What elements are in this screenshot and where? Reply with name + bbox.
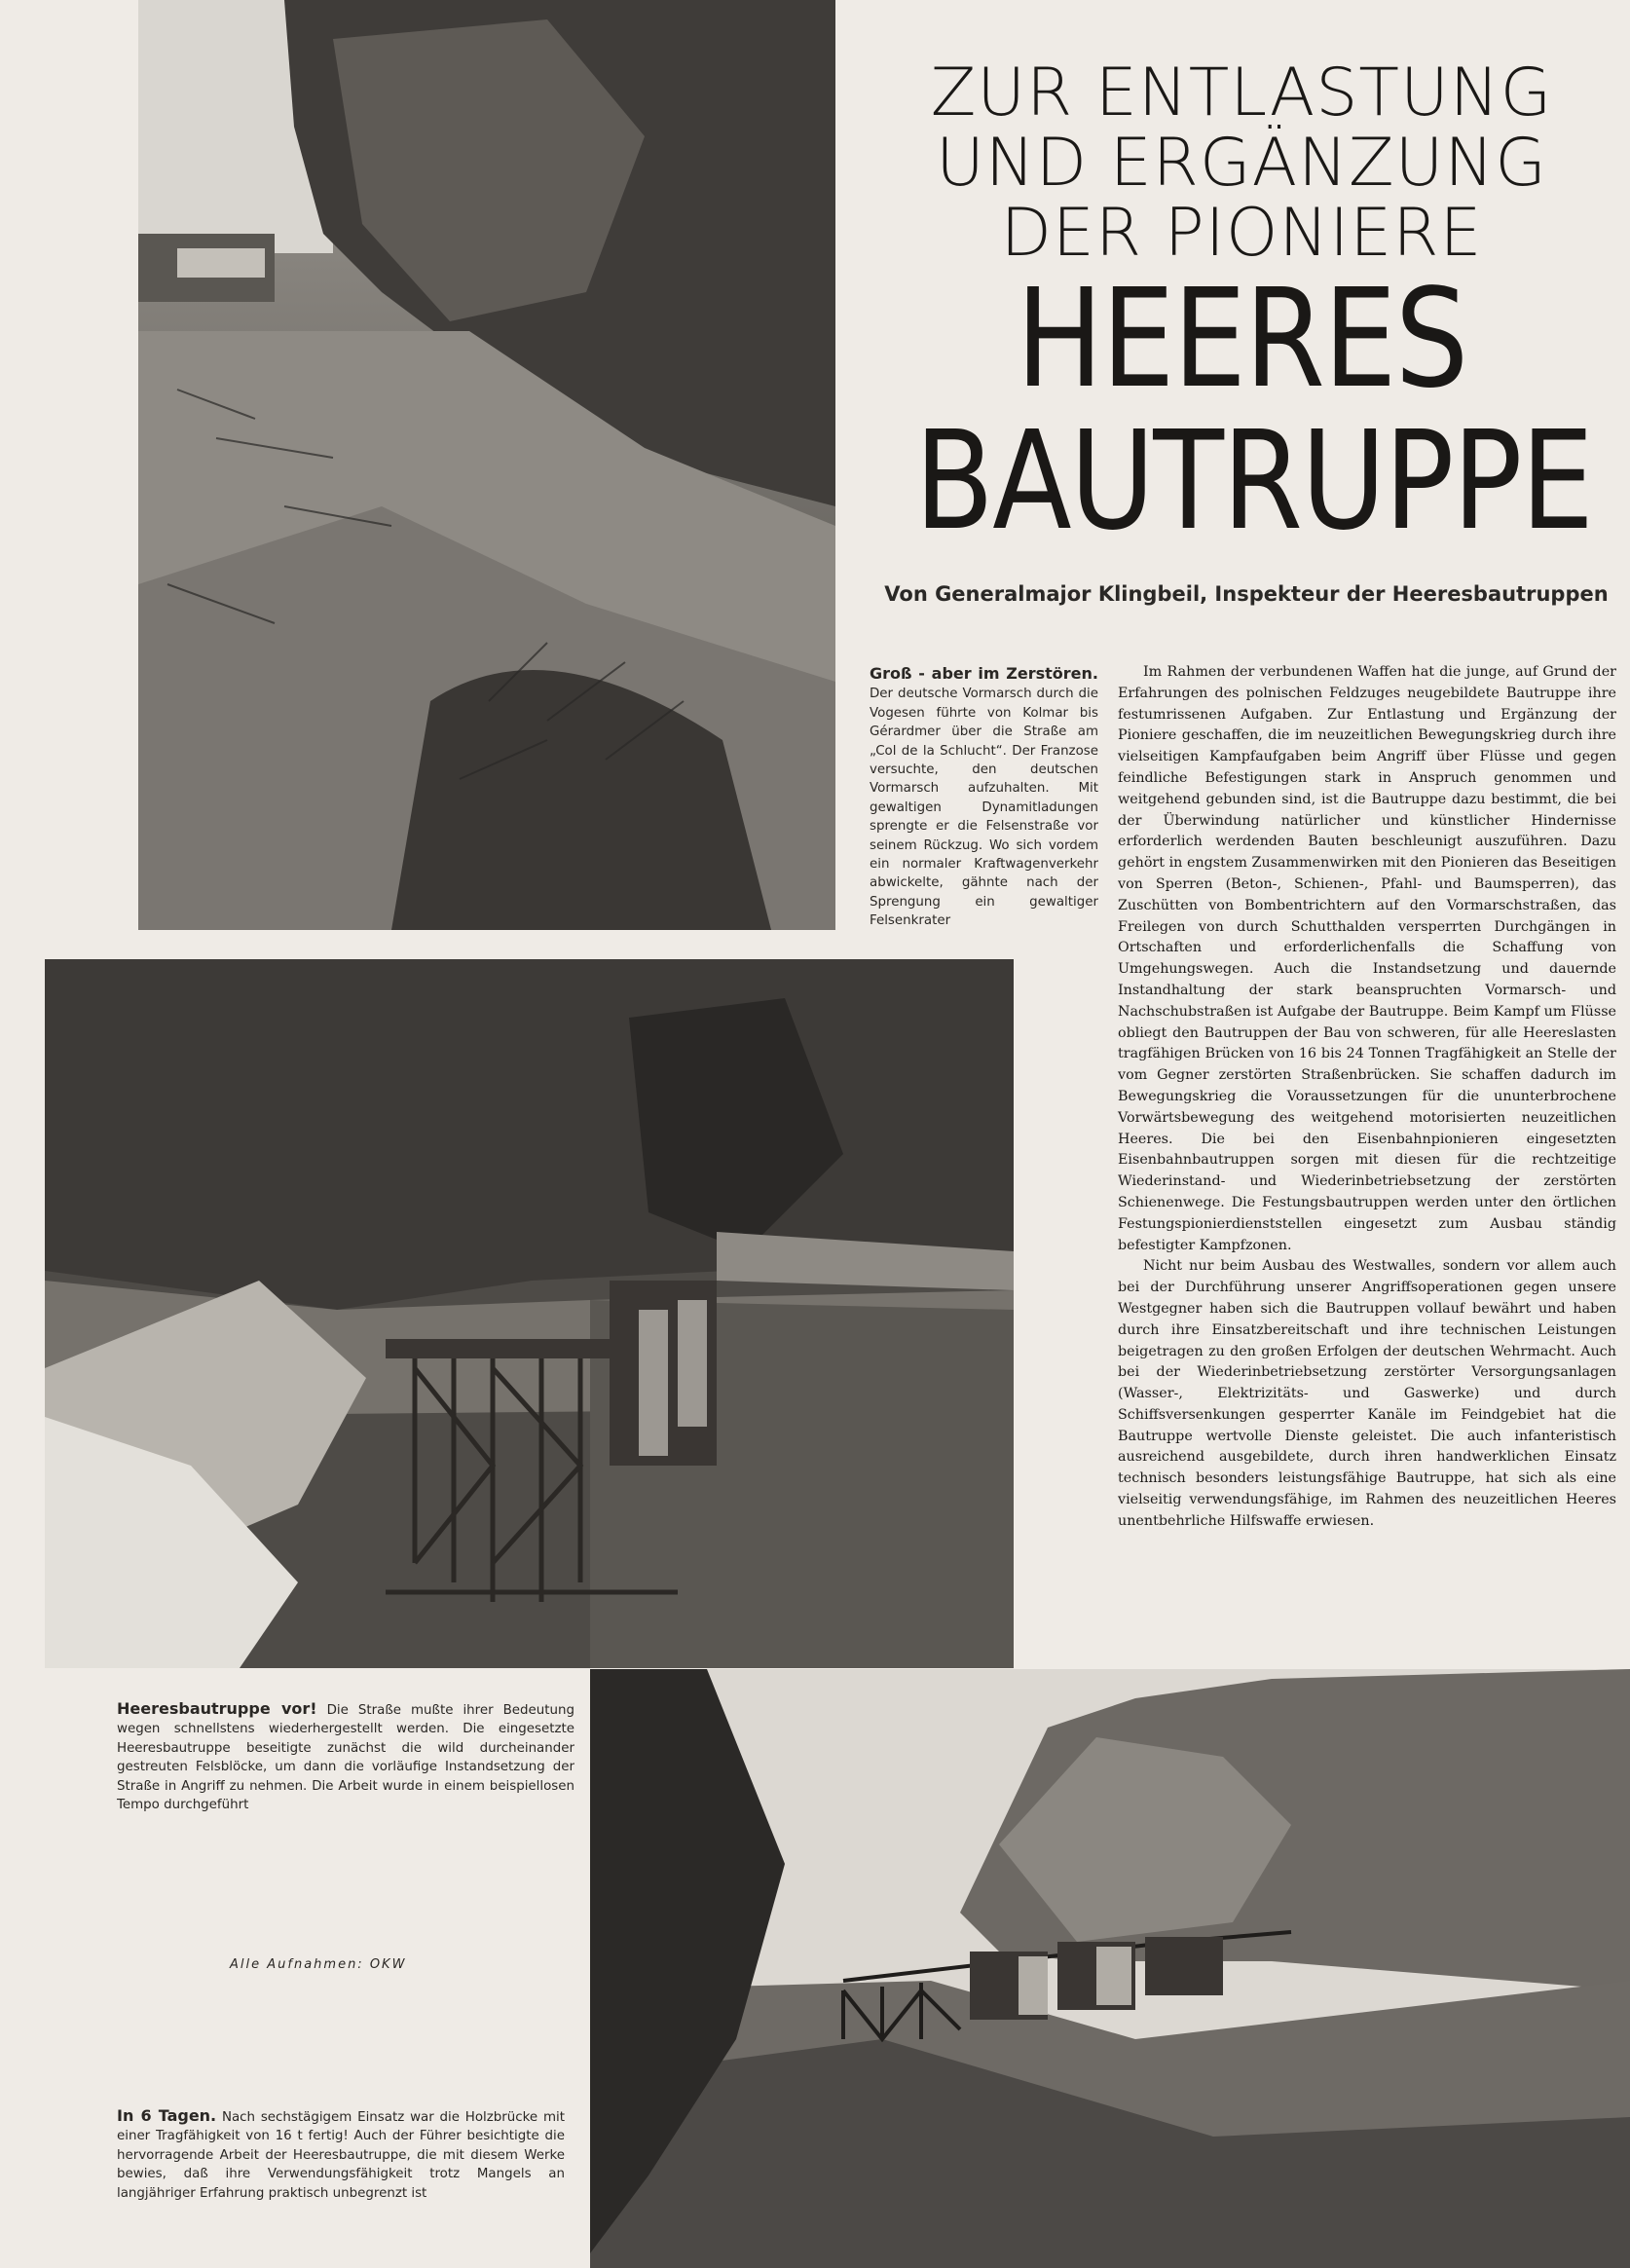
photo-rock-crater	[138, 0, 835, 930]
photo-completed-bridge-image	[590, 1669, 1630, 2268]
caption-top	[870, 664, 1098, 931]
headline-line-4: HEERES	[1016, 260, 1467, 419]
photo-bridge-construction	[45, 959, 1014, 1668]
headline-line-3: DER PIONIERE	[1000, 195, 1483, 272]
article-paragraph: Nicht nur beim Ausbau des Westwalles, sondern vor allem auch bei der Durchführung unserer Angriffsoperationen gegen unsere Westgegner haben sich die Bautruppen vollauf bewährt und haben durch ihre Einsatzbereitschaft und ihre technischen Leistungen beigetragen zu den großen Erfolgen der deutschen Wehrmacht. Auch bei der Wiederinbetriebsetzung zerstörter Versorgungsanlagen (Wasser-, Elektrizitäts- und Gaswerke) und durch Schiffsversenkungen gesperrter Kanäle im Feindgebiet hat die Bautruppe wertvolle Dienste geleistet. Die auch infanteristisch ausreichend ausgebildete, durch ihren handwerklichen Einsatz technisch besonders leistungsfähige Bautruppe, hat sich als eine vielseitig verwendungsfähige, im Rahmen des neuzeitlichen Heeres unentbehrliche Hilfswaffe erwiesen.	[1118, 1258, 1616, 1529]
caption-top-text: Der deutsche Vormarsch durch die Vogesen führte von Kolmar bis Gérardmer über die Straße am „Col de la Schlucht“. Der Franzose versuchte, den deutschen Vormarsch aufzuhalten. Mit gewaltigen Dynamitladungen sprengte er die Felsenstraße vor seinem Rückzug. Wo sich vordem ein normaler Kraftwagenverkehr abwickelte, gähnte nach der Sprengung ein gewaltiger Felsenkrater	[870, 687, 1098, 929]
caption-bottom-text: Nach sechstägigem Einsatz war die Holzbrücke mit einer Tragfähigkeit von 16 t fertig! Auch der Führer besichtigte die hervorragende Arbeit der Heeresbautruppe, die mit diesem Werke bewies, daß ihre Verwendungsfähigkeit trotz Mangels an langjähriger Erfahrung praktisch unbegrenzt ist	[117, 2110, 565, 2201]
caption-bottom	[117, 2106, 565, 2203]
photo-completed-bridge	[590, 1669, 1630, 2268]
headline-line-2: UND ERGÄNZUNG	[936, 125, 1547, 202]
photo-bridge-construction-image	[45, 959, 1014, 1668]
caption-top-title: Groß - aber im Zerstören.	[870, 664, 1098, 683]
article-body	[1118, 662, 1616, 1533]
caption-middle	[117, 1699, 574, 1814]
caption-bottom-title: In 6 Tagen.	[117, 2106, 217, 2125]
headline-line-1: ZUR ENTLASTUNG	[930, 55, 1553, 131]
photo-credit: Alle Aufnahmen: OKW	[230, 1957, 407, 1972]
caption-middle-title: Heeresbautruppe vor!	[117, 1699, 317, 1718]
headline-line-5: BAUTRUPPE	[914, 402, 1593, 561]
article-paragraph: Im Rahmen der verbundenen Waffen hat die junge, auf Grund der Erfahrungen des polnischen Feldzuges neugebildete Bautruppe ihre festumrissenen Aufgaben. Zur Entlastung und Ergänzung der Pioniere geschaffen, die im neuzeitlichen Bewegungskrieg durch ihre vielseitigen Kampfaufgaben beim Angriff über Flüsse und gegen feindliche Befestigungen stark in Anspruch genommen und weitgehend gebunden sind, ist die Bautruppe dazu bestimmt, die bei der Überwindung natürlicher und künstlicher Hindernisse erforderlich werdenden Bauten beschleunigt auszuführen. Dazu gehört in engstem Zusammenwirken mit den Pionieren das Beseitigen von Sperren (Beton-, Schienen-, Pfahl- und Baumsperren), das Zuschütten von Bombentrichtern auf den Vormarschstraßen, das Freilegen von durch Schutthalden versperrten Durchgängen in Ortschaften und erforderlichenfalls die Schaffung von Umgehungswegen. Auch die Instandsetzung und dauernde Instandhaltung der stark beanspruchten Vormarsch- und Nachschubstraßen ist Aufgabe der Bautruppe. Beim Kampf um Flüsse obliegt den Bautruppen der Bau von schweren, für alle Heereslasten tragfähigen Brücken von 16 bis 24 Tonnen Tragfähigkeit an Stelle der vom Gegner zerstörten Straßenbrücken. Sie schaffen dadurch im Bewegungskrieg die Voraussetzungen für die ununterbrochene Vorwärtsbewegung des weitgehend motorisierten neuzeitlichen Heeres. Die bei den Eisenbahnpionieren eingesetzten Eisenbahnbautruppen sorgen mit diesen für die rechtzeitige Wiederinstand- und Wiederinbetriebsetzung der zerstörten Schienenwege. Die Festungsbautruppen werden unter den örtlichen Festungspionierdienststellen eingesetzt zum Ausbau ständig befestigter Kampfzonen.	[1118, 664, 1616, 1253]
photo-rock-crater-image	[138, 0, 835, 930]
caption-middle-text: Die Straße mußte ihrer Bedeutung wegen schnellstens wiederhergestellt werden. Die eingesetzte Heeresbautruppe beseitigte zunächst die wild durcheinander gestreuten Felsblöcke, um dann die vorläufige Instandsetzung der Straße in Angriff zu nehmen. Die Arbeit wurde in einem beispiellosen Tempo durchgeführt	[117, 1703, 574, 1813]
byline: Von Generalmajor Klingbeil, Inspekteur der Heeresbautruppen	[884, 582, 1609, 606]
headline	[857, 55, 1626, 561]
